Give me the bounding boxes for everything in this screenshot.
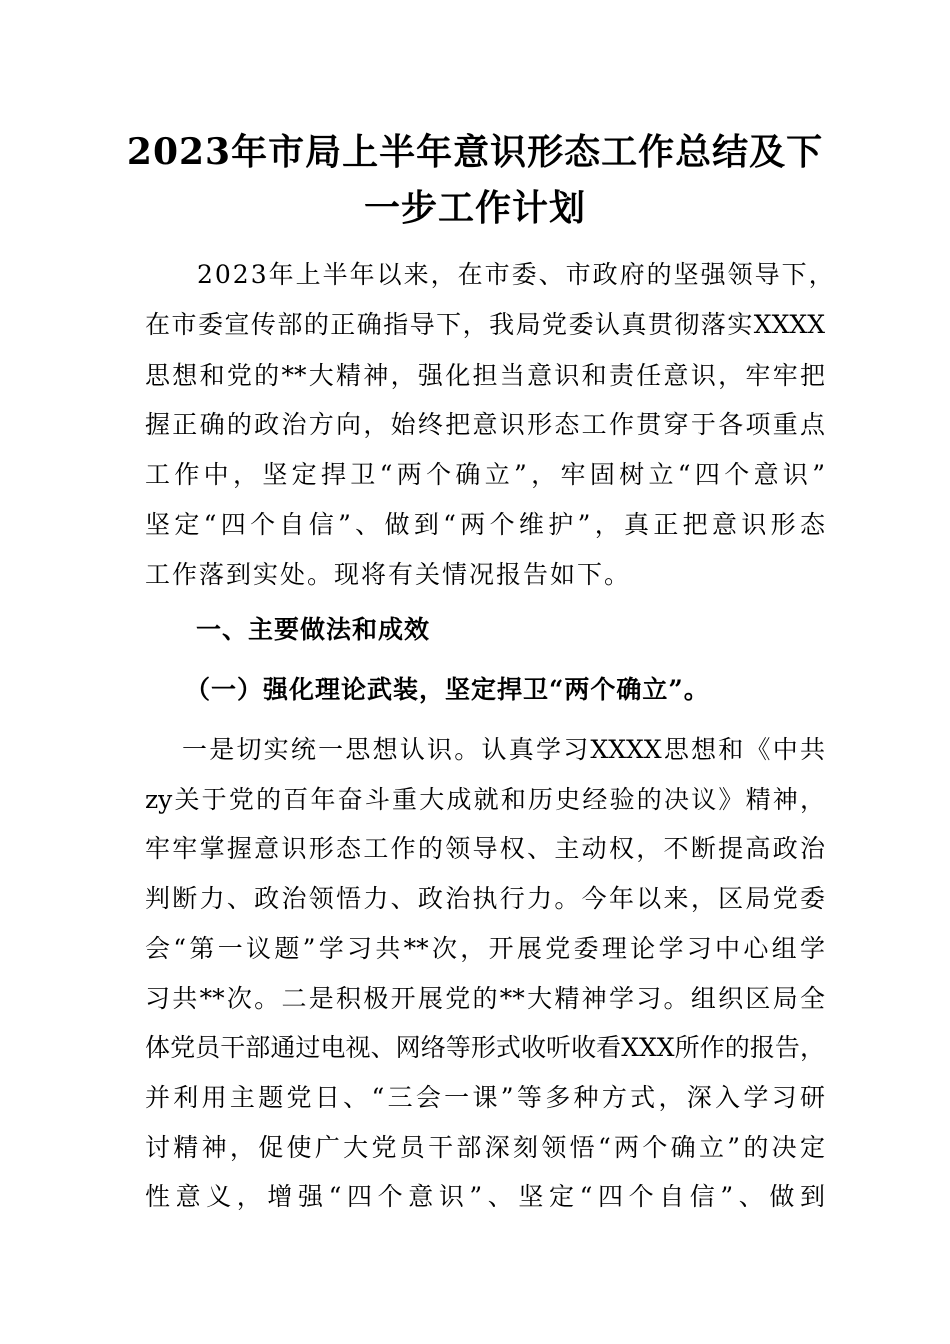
intro-paragraph-line: 握正确的政治方向，始终把意识形态工作贯穿于各项重点 bbox=[145, 410, 825, 439]
intro-paragraph-line: 在市委宣传部的正确指导下，我局党委认真贯彻落实XXXX bbox=[145, 310, 825, 339]
intro-paragraph-line: 思想和党的**大精神，强化担当意识和责任意识，牢牢把 bbox=[145, 361, 825, 390]
body-paragraph-line: 一是切实统一思想认识。认真学习XXXX思想和《中共 bbox=[182, 735, 825, 764]
body-paragraph-line: 会“第一议题”学习共**次，开展党委理论学习中心组学 bbox=[145, 934, 825, 963]
body-paragraph-line: 性意义，增强“四个意识”、坚定“四个自信”、做到 bbox=[145, 1182, 825, 1211]
intro-paragraph-line: 2023年上半年以来，在市委、市政府的坚强领导下， bbox=[197, 260, 836, 289]
intro-paragraph-line: 工作中，坚定捍卫“两个确立”，牢固树立“四个意识” bbox=[145, 460, 825, 489]
intro-paragraph-line: 工作落到实处。现将有关情况报告如下。 bbox=[145, 560, 632, 589]
document-title-line-1: 2023年市局上半年意识形态工作总结及下 bbox=[126, 131, 824, 173]
body-paragraph-line: zy关于党的百年奋斗重大成就和历史经验的决议》精神， bbox=[145, 785, 825, 814]
document-title-line-2: 一步工作计划 bbox=[363, 187, 586, 229]
body-paragraph-line: 并利用主题党日、“三会一课”等多种方式，深入学习研 bbox=[145, 1083, 825, 1112]
body-paragraph-line: 习共**次。二是积极开展党的**大精神学习。组织区局全 bbox=[145, 984, 825, 1013]
body-paragraph-line: 牢牢掌握意识形态工作的领导权、主动权，不断提高政治 bbox=[145, 834, 825, 863]
body-paragraph-line: 判断力、政治领悟力、政治执行力。今年以来，区局党委 bbox=[145, 884, 825, 913]
body-paragraph-line: 体党员干部通过电视、网络等形式收听收看XXX所作的报告， bbox=[145, 1033, 825, 1062]
subsection-heading: （一）强化理论武装，坚定捍卫“两个确立”。 bbox=[185, 675, 710, 704]
section-heading: 一、主要做法和成效 bbox=[196, 615, 431, 644]
body-paragraph-line: 讨精神，促使广大党员干部深刻领悟“两个确立”的决定 bbox=[145, 1133, 825, 1162]
intro-paragraph-line: 坚定“四个自信”、做到“两个维护”，真正把意识形态 bbox=[145, 510, 825, 539]
